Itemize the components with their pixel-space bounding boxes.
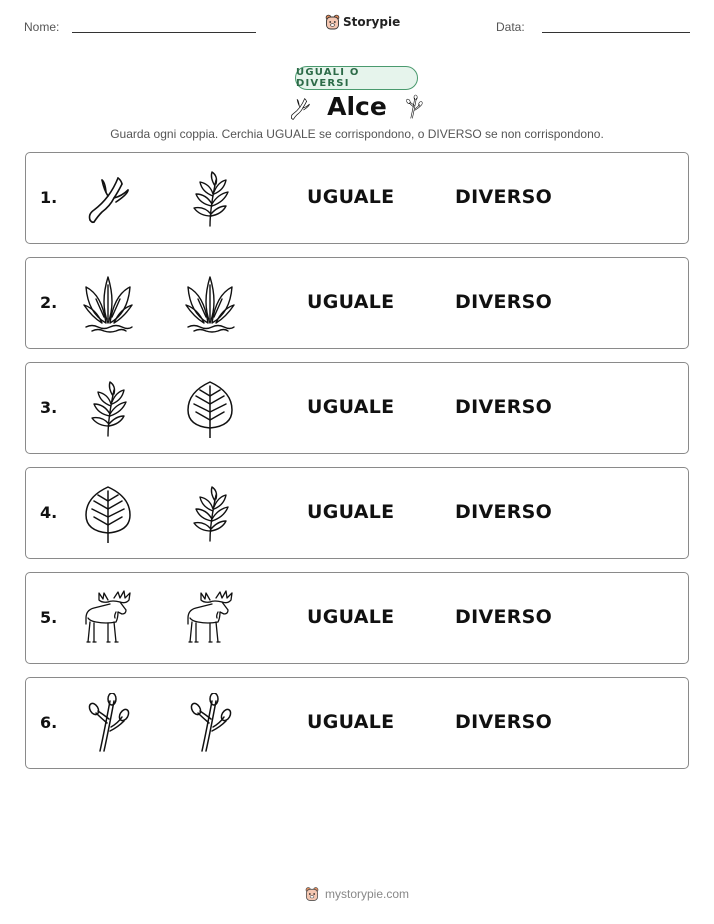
footer [0,886,714,902]
same-option[interactable]: UGUALE [307,711,395,733]
row-number: 5. [40,608,58,627]
row-number: 2. [40,293,58,312]
brand-name: Storypie [343,15,401,29]
moose-icon [78,588,138,648]
twig-icon [78,378,138,438]
question-row [25,257,689,349]
same-option[interactable]: UGUALE [307,291,395,313]
footer-url[interactable]: mystorypie.com [324,887,410,901]
different-option[interactable]: DIVERSO [455,501,553,523]
different-option[interactable]: DIVERSO [455,396,553,418]
twig-icon [180,483,240,543]
same-option[interactable]: UGUALE [307,396,395,418]
name-label: Nome: [24,20,60,34]
instructions: Guarda ogni coppia. Cerchia UGUALE se corrispondono, o DIVERSO se non corrispondono. [110,127,604,141]
question-row [25,152,689,244]
question-row [25,362,689,454]
row-number: 6. [40,713,58,732]
brand-logo [325,14,400,30]
plant-icon [78,273,138,333]
question-row [25,467,689,559]
row-number: 3. [40,398,58,417]
date-label: Data: [496,20,525,34]
antler-icon [78,168,138,228]
date-line[interactable] [542,32,690,33]
footer-bear-icon [305,886,319,902]
row-number: 4. [40,503,58,522]
different-option[interactable]: DIVERSO [455,606,553,628]
bear-icon [325,14,340,30]
right-branch-decoration [402,92,426,122]
twig-icon [180,168,240,228]
different-option[interactable]: DIVERSO [455,711,553,733]
leaf-icon [78,483,138,543]
same-option[interactable]: UGUALE [307,186,395,208]
branch-icon [180,693,240,753]
plant-icon [180,273,240,333]
different-option[interactable]: DIVERSO [455,291,553,313]
question-row [25,677,689,769]
activity-badge: UGUALI O DIVERSI [295,66,418,90]
name-line[interactable] [72,32,256,33]
moose-icon [180,588,240,648]
row-number: 1. [40,188,58,207]
same-option[interactable]: UGUALE [307,501,395,523]
question-row [25,572,689,664]
branch-icon [78,693,138,753]
different-option[interactable]: DIVERSO [455,186,553,208]
page-title: Alce [327,92,387,121]
same-option[interactable]: UGUALE [307,606,395,628]
leaf-icon [180,378,240,438]
